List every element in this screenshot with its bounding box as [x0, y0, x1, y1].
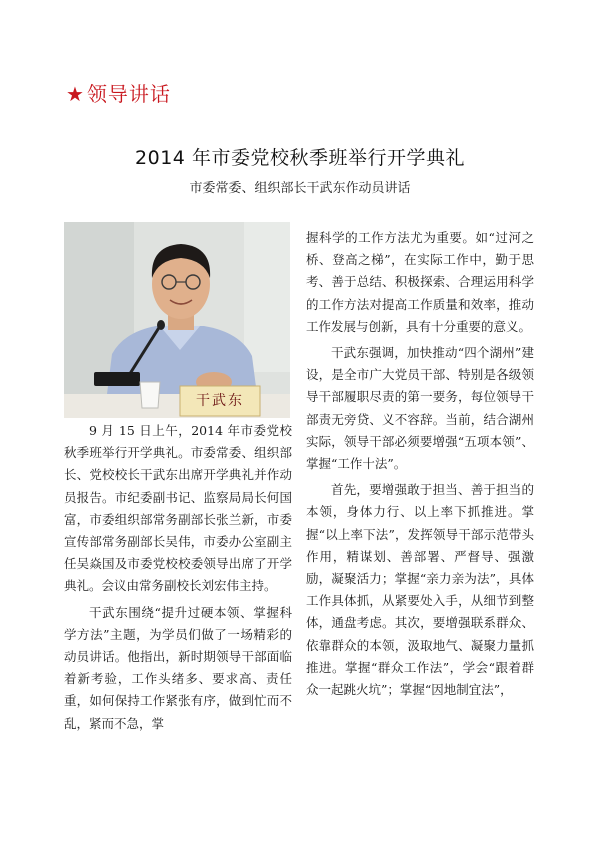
star-icon: ★	[66, 82, 85, 106]
paragraph: 干武东强调，加快推动“四个湖州”建设，是全市广大党员干部、特别是各级领导干部履职尽责的第一要务，每位领导干部责无旁贷、义不容辞。当前，结合湖州实际，领导干部必须要增强“五项本领”、掌握“工作十法”。	[306, 345, 534, 472]
paragraph: 首先，要增强敢于担当、善于担当的本领，身体力行、以上率下抓推进。掌握“以上率下法”，发挥领导干部示范带头作用，精谋划、善部署、严督导、强激励，凝聚活力；掌握“亲力亲为法”，具体工作具体抓，从紧要处入手，从细节到整体，通盘考虑。其次，要增强联系群众、依靠群众的本领，汲取地气、凝聚力量抓推进。掌握“群众工作法”，学会“跟着群众一起跳火坑”；掌握“因地制宜法”，	[306, 482, 534, 698]
column-right	[306, 227, 534, 701]
column-left	[64, 420, 292, 735]
paragraph: 握科学的工作方法尤为重要。如“过河之桥、登高之梯”，在实际工作中，勤于思考、善于总结、积极探索、合理运用科学的工作方法对提高工作质量和效率，推动工作发展与创新，具有十分重要的意义。	[306, 230, 534, 334]
speaker-photo	[64, 222, 290, 418]
paragraph: 干武东围绕“提升过硬本领、掌握科学方法”主题，为学员们做了一场精彩的动员讲话。他指出，新时期领导干部面临着新考验，工作头绪多、要求高、责任重，如何保持工作紧张有序，做到忙而不乱，紧而不急，掌	[64, 604, 292, 731]
section-label: 领导讲话	[86, 82, 171, 106]
paragraph: 9 月 15 日上午，2014 年市委党校秋季班举行开学典礼。市委常委、组织部长、党校校长干武东出席开学典礼并作动员报告。市纪委副书记、监察局局长何国富，市委组织部常务副部长张兰新，市委宣传部常务副部长吴伟，市委办公室副主任吴焱国及市委党校校委领导出席了开学典礼。会议由常务副校长刘宏伟主持。	[64, 423, 292, 594]
article-title: 2014 年市委党校秋季班举行开学典礼	[135, 147, 465, 169]
article-subtitle: 市委常委、组织部长干武东作动员讲话	[189, 181, 411, 196]
section-header	[66, 78, 171, 107]
nameplate-text: 干武东	[196, 393, 244, 409]
